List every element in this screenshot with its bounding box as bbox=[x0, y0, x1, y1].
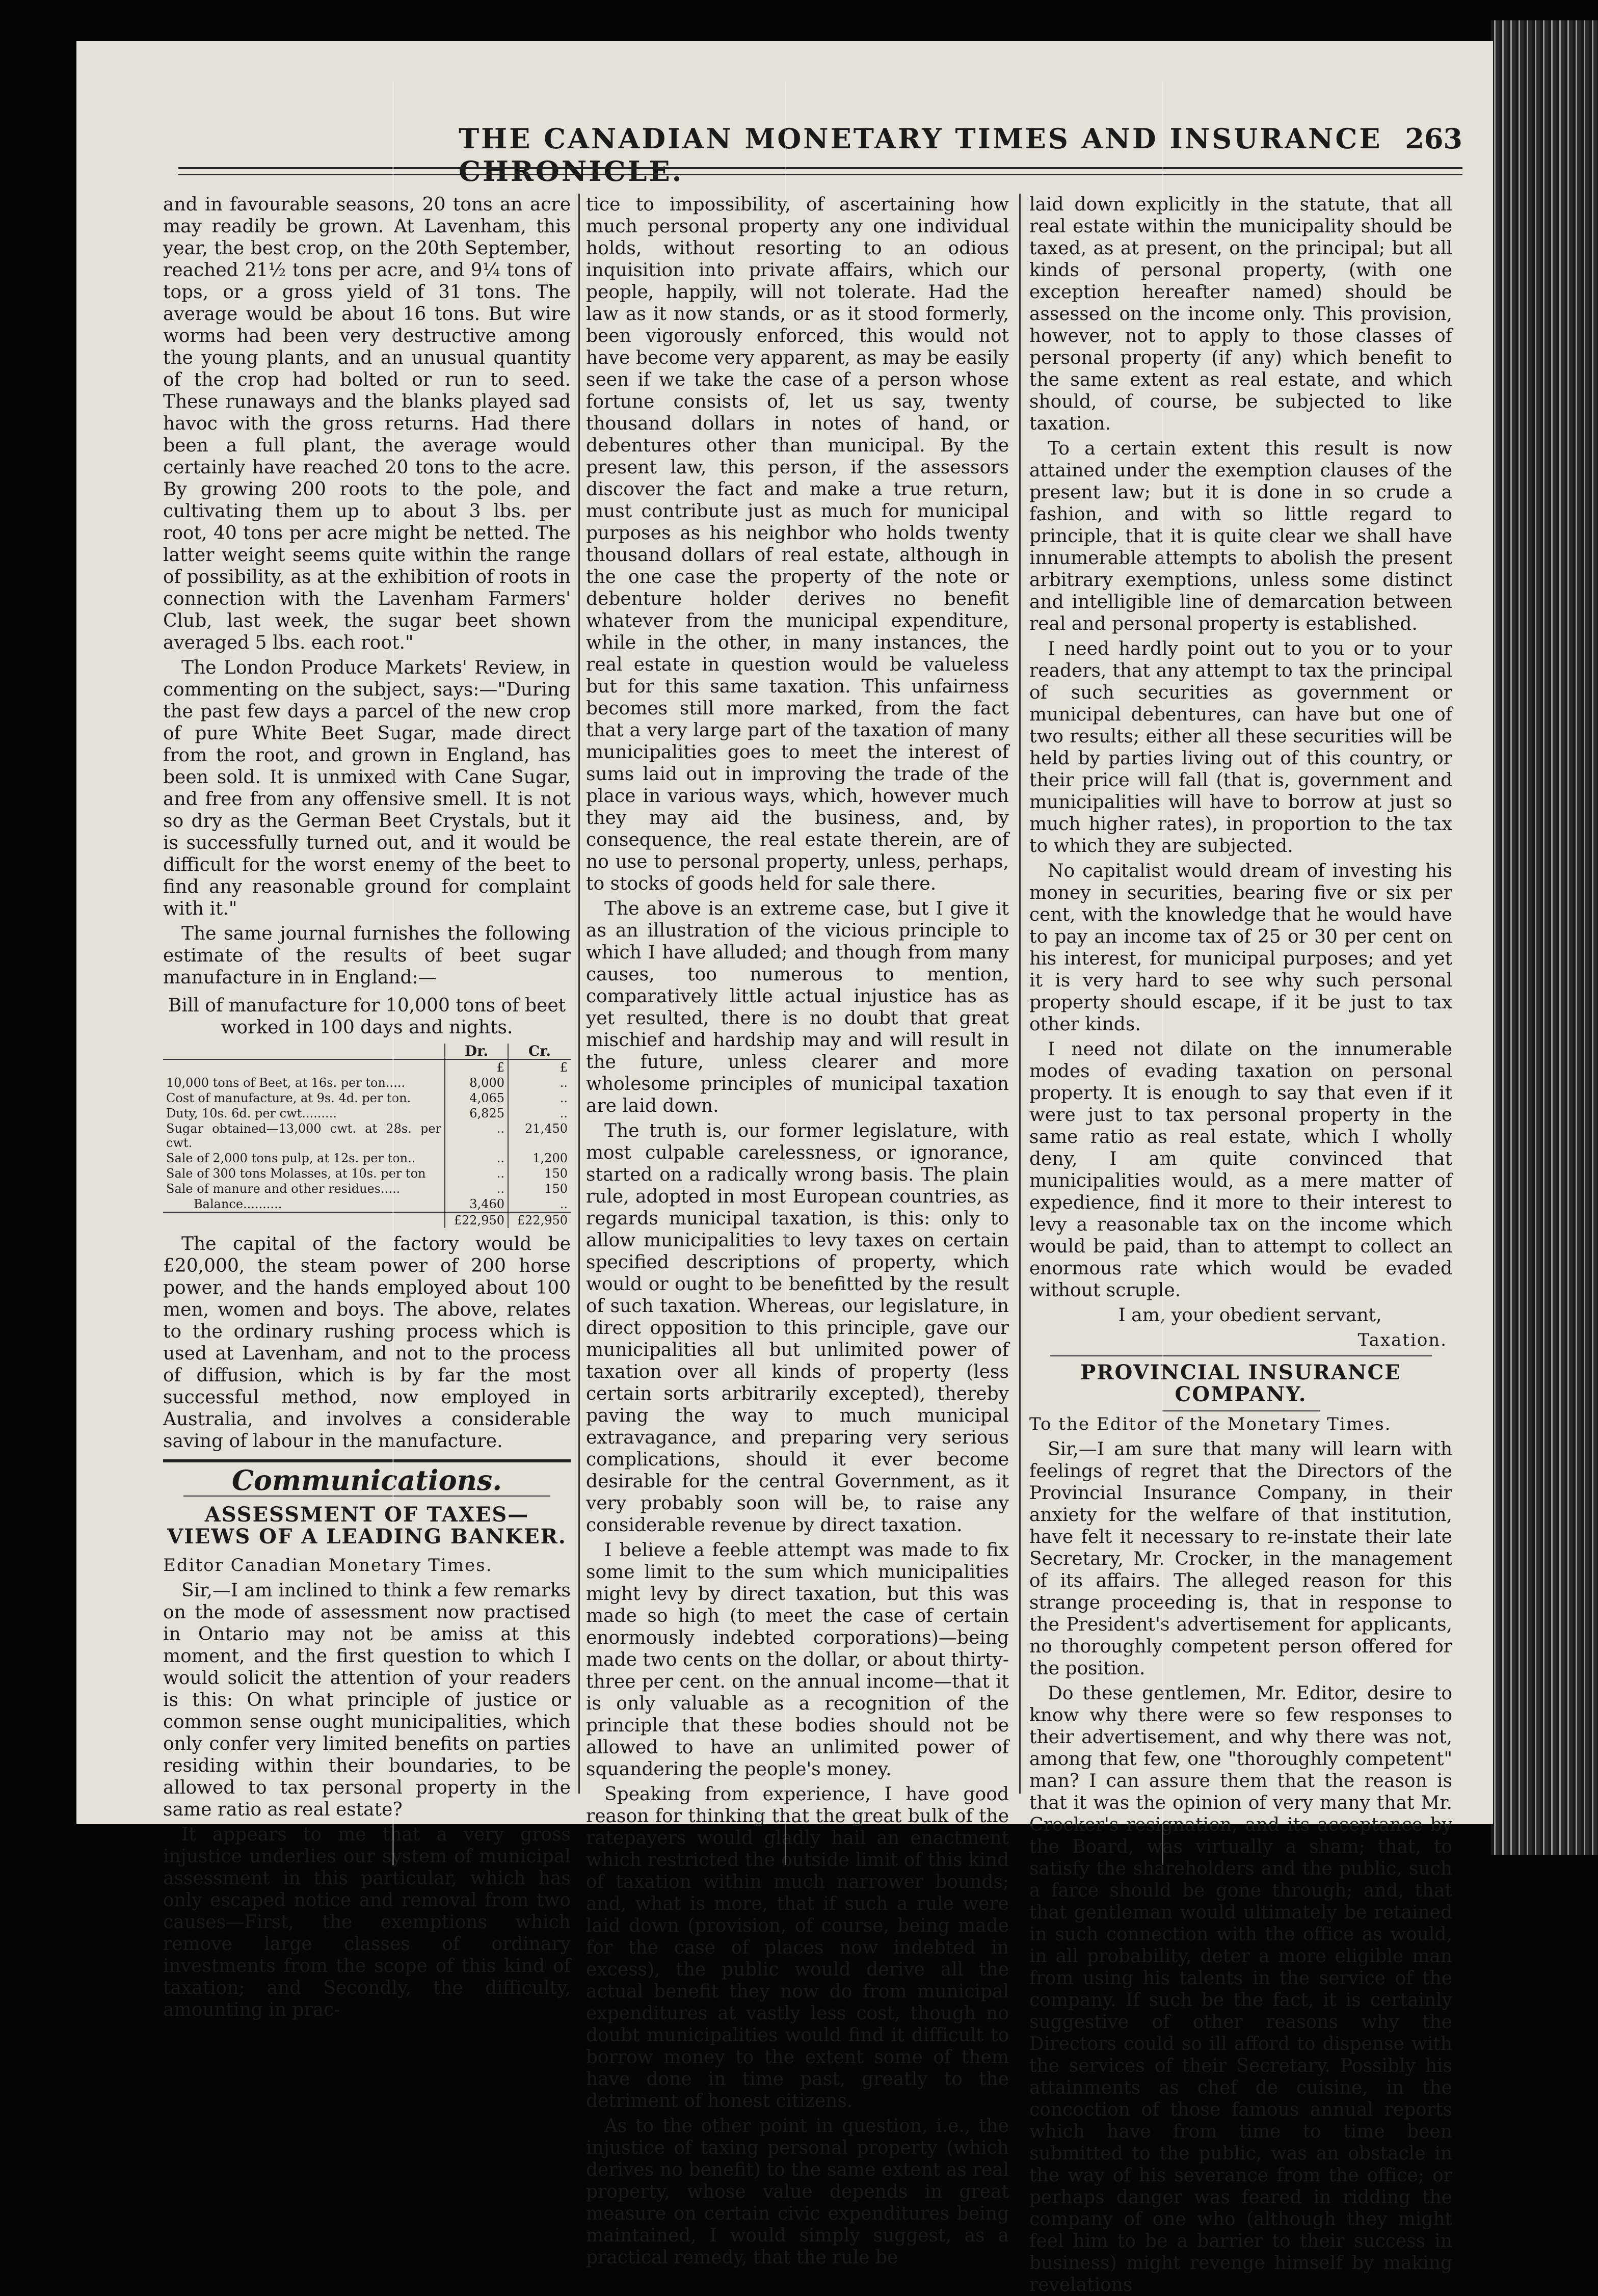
row-cr: .. bbox=[508, 1090, 571, 1106]
beet-paragraph-4: The capital of the factory would be £20,000, the steam power of 200 horse power, and the hands employed about 100 men, women and boys. The above, relates to the ordinary rushing process which is used at Lavenham, and not to the process of diffusion, which is by far the most successful method, now employed in Australia, and involves a considerable saving of labour in the manufacture. bbox=[163, 1234, 571, 1452]
row-label: Cost of manufacture, at 9s. 4d. per ton. bbox=[166, 1091, 411, 1105]
row-cr: 150 bbox=[508, 1166, 571, 1181]
beet-paragraph-2: The London Produce Markets' Review, in commenting on the subject, says:—"During the past few days a parcel of the new crop of pure White Beet Sugar, made direct from the root, and grown in England, has been sold. It is unmixed with Cane Sugar, and free from any offensive smell. It is not so dry as the German Beet Crystals, but it is successfully turned out, and it would be difficult for the worst enemy of the beet to find any reasonable ground for complaint with it." bbox=[163, 657, 571, 919]
header-rule-top bbox=[178, 167, 1462, 169]
section-rule bbox=[163, 1459, 571, 1462]
row-label: Sale of 300 tons Molasses, at 10s. per ton bbox=[166, 1166, 426, 1181]
row-cr: .. bbox=[508, 1106, 571, 1121]
masthead-title: THE CANADIAN MONETARY TIMES AND INSURANCE CHRONICLE. bbox=[459, 122, 1382, 188]
currency-cr: £ bbox=[508, 1059, 571, 1075]
assessment-paragraph-2: It appears to me that a very gross injustice underlies our system of municipal assessment in this particular, which has only escaped notice and removal from two causes—First, the exemptions which remove large classes of ordinary investments from the scope of this kind of taxation; and Secondly, the difficulty, amounting in prac- bbox=[163, 1824, 571, 2020]
table-row bbox=[163, 1090, 571, 1106]
table-row bbox=[163, 1151, 571, 1166]
assessment-paragraph-11: I need hardly point out to you or to your readers, that any attempt to tax the principal of such securities as government or municipal debentures, can have but one of two results; either all these securities will be held by parties living out of this country, or their price will fall (that is, government and municipalities will have to borrow at just so much higher rates), in proportion to the tax to which they are subjected. bbox=[1029, 638, 1452, 857]
table-total-row bbox=[163, 1212, 571, 1228]
scan-streak bbox=[392, 82, 394, 1865]
letter-closing: I am, your obedient servant, bbox=[1118, 1305, 1382, 1326]
assessment-paragraph-8: As to the other point in question, i.e., the injustice of taxing personal property (which derives no benefit) to the same extent as real property, whose value depends in great measure on certain civic expenditures being maintained, I would simply suggest, as a practical remedy, that the rule be bbox=[586, 2116, 1009, 2268]
row-label: Duty, 10s. 6d. per cwt......... bbox=[166, 1106, 337, 1120]
table-row bbox=[163, 1181, 571, 1196]
newspaper-page bbox=[76, 41, 1493, 2295]
row-cr: 150 bbox=[508, 1181, 571, 1196]
book-page-edges bbox=[1491, 20, 1598, 1855]
assessment-paragraph-12: No capitalist would dream of investing his money in securities, bearing five or six per cent, with the knowledge that he would have to pay an income tax of 25 or 30 per cent on his interest, for municipal purposes; and yet it is very hard to see why such personal property should escape, if it be just to tax other kinds. bbox=[1029, 861, 1452, 1035]
table-row bbox=[163, 1166, 571, 1181]
row-dr: .. bbox=[445, 1121, 508, 1151]
insurance-paragraph-2: Do these gentlemen, Mr. Editor, desire to know why there were so few responses to their advertisement, and why there was not, among that few, one "thoroughly competent" man? I can assure them that the reason is that it was the opinion of very many that Mr. Crocker's resignation, and its acceptance by the Board, was virtually a sham; that, to satisfy the shareholders and the public, such a farce should be gone through; and, that that gentleman would ultimately be retained in such connection with the office as would, in all probability, deter a more eligible man from using his talents in the service of the company. If such be the fact, it is certainly suggestive of other reasons why the Directors could so ill afford to dispense with the services of their Secretary. Possibly his attainments as chef de cuisine, in the concoction of those famous annual reports which have from time to time been submitted to the public, was an obstacle in the way of his severance from the office; or perhaps danger was feared in ridding the company of one who (although they might feel him to be a barrier to their success in business) might revenge himself by making revelations bbox=[1029, 1683, 1452, 2295]
column-3 bbox=[1029, 194, 1452, 2295]
beet-paragraph-3: The same journal furnishes the following estimate of the results of beet sugar manufacture in in England:— bbox=[163, 923, 571, 988]
currency-dr: £ bbox=[445, 1059, 508, 1075]
bill-of-manufacture-table bbox=[163, 1044, 571, 1228]
assessment-paragraph-3: tice to impossibility, of ascertaining how much personal property any one individual holds, without resorting to an odious inquisition into private affairs, which our people, happily, will not tolerate. Had the law as it now stands, or as it stood formerly, been vigorously enforced, this would not have become very apparent, as may be easily seen if we take the case of a person whose fortune consists of, let us say, twenty thousand dollars in notes of hand, or debentures other than municipal. By the present law, this person, if the assessors discover the fact and make a true return, must contribute just as much for municipal purposes as his neighbor who holds twenty thousand dollars of real estate, although in the one case the property of the note or debenture holder derives no benefit whatever from the municipal expenditure, while in the other, in many instances, the real estate in question would be valueless but for this same taxation. This unfairness becomes still more marked, from the fact that a very large part of the taxation of many municipalities goes to meet the interest of sums laid out in improving the trade of the place in various ways, which, however much they may aid the business, and, by consequence, the real estate therein, are of no use to personal property, unless, perhaps, to stocks of goods held for sale there. bbox=[586, 194, 1009, 894]
letter-signature: Taxation. bbox=[1357, 1330, 1447, 1350]
page-number: 263 bbox=[1405, 122, 1462, 155]
row-dr: 6,825 bbox=[445, 1106, 508, 1121]
row-dr: .. bbox=[445, 1166, 508, 1181]
dr-column-header: Dr. bbox=[445, 1044, 508, 1059]
cr-column-header: Cr. bbox=[508, 1044, 571, 1059]
row-label: 10,000 tons of Beet, at 16s. per ton..... bbox=[166, 1076, 406, 1090]
header-rule-bottom bbox=[178, 174, 1462, 175]
row-cr: .. bbox=[508, 1196, 571, 1212]
article-title-2: PROVINCIAL INSURANCE COMPANY. bbox=[1080, 1360, 1401, 1406]
table-row bbox=[163, 1106, 571, 1121]
assessment-paragraph-4: The above is an extreme case, but I give it as an illustration of the vicious principle to which I have alluded; and though from many causes, too numerous to mention, comparatively little actual injustice has as yet resulted, there is no doubt that great mischief and hardship may and will result in the future, unless clearer and more wholesome principles of municipal taxation are laid down. bbox=[586, 898, 1009, 1116]
insurance-paragraph-1: Sir,—I am sure that many will learn with feelings of regret that the Directors of the Provincial Insurance Company, in their anxiety for the welfare of that institution, have felt it necessary to re-instate their late Secretary, Mr. Crocker, in the management of its affairs. The alleged reason for this strange proceeding is, that in response to the President's advertisement for applicants, no thoroughly competent person offered for the position. bbox=[1029, 1439, 1452, 1679]
row-label: Sale of manure and other residues..... bbox=[166, 1182, 401, 1196]
total-cr: £22,950 bbox=[508, 1212, 571, 1228]
salutation-to: Editor Canadian Monetary Times. bbox=[163, 1555, 493, 1576]
table-row bbox=[163, 1075, 571, 1090]
column-divider-1 bbox=[578, 194, 580, 1794]
beet-paragraph-1: and in favourable seasons, 20 tons an acre may readily be grown. At Lavenham, this year, the best crop, on the 20th September, reached 21½ tons per acre, and 9¼ tons of tops, or a gross yield of 31 tons. The average would be about 16 tons. But wire worms had been very destructive among the young plants, and an unusual quantity of the crop had bolted or run to seed. These runaways and the blanks played sad havoc with the gross returns. Had there been a full plant, the average would certainly have reached 20 tons to the acre. By growing 200 roots to the pole, and cultivating them up to about 3 lbs. per root, 40 tons per acre might be netted. The latter weight seems quite within the range of possibility, as at the exhibition of roots in connection with the Lavenham Farmers' Club, last week, the sugar beet shown averaged 5 lbs. each root." bbox=[163, 194, 571, 653]
table-header-row bbox=[163, 1044, 571, 1059]
assessment-paragraph-1: Sir,—I am inclined to think a few remarks on the mode of assessment now practised in Ontario may not be amiss at this moment, and the first question to which I would solicit the attention of your readers is this: On what principle of justice or common sense ought municipalities, which only confer very limited benefits on parties residing within their boundaries, to be allowed to tax personal property in the same ratio as real estate? bbox=[163, 1580, 571, 1820]
column-2 bbox=[586, 194, 1009, 2268]
assessment-paragraph-13: I need not dilate on the innumerable modes of evading taxation on personal property. It is enough to say that even if it were just to tax personal property in the same ratio as real estate, which I wholly deny, I am quite convinced that municipalities would, as a mere matter of expedience, find it more to their interest to levy a reasonable tax on the income which would be paid, than to attempt to collect an enormous rate which would be evaded without scruple. bbox=[1029, 1039, 1452, 1301]
section-heading: Communications. bbox=[231, 1464, 502, 1497]
row-dr: 3,460 bbox=[445, 1196, 508, 1212]
page-header bbox=[178, 117, 1462, 188]
row-cr: 21,450 bbox=[508, 1121, 571, 1151]
row-dr: .. bbox=[445, 1151, 508, 1166]
table-row bbox=[163, 1196, 571, 1212]
table-row bbox=[163, 1121, 571, 1151]
row-dr: 4,065 bbox=[445, 1090, 508, 1106]
assessment-paragraph-5: The truth is, our former legislature, with most culpable carelessness, or ignorance, started on a radically wrong basis. The plain rule, adopted in most European countries, as regards municipal taxation, is this: only to allow municipalities to levy taxes on certain specified descriptions of property, which would or ought to be benefitted by the result of such taxation. Whereas, our legislature, in direct opposition to this principle, gave our municipalities all but unlimited power of taxation over all kinds of property (less certain sorts arbitrarily excepted), thereby paving the way to much municipal extravagance, and preparing very serious complications, should it ever become desirable for the central Government, as it very probably soon will be, to raise any considerable revenue by direct taxation. bbox=[586, 1120, 1009, 1536]
title-rule bbox=[1162, 1410, 1320, 1411]
row-label: Sugar obtained—13,000 cwt. at 28s. per cwt. bbox=[166, 1122, 441, 1150]
row-dr: .. bbox=[445, 1181, 508, 1196]
row-label: Sale of 2,000 tons pulp, at 12s. per ton.. bbox=[166, 1151, 416, 1165]
row-cr: .. bbox=[508, 1075, 571, 1090]
table-row bbox=[163, 1059, 571, 1075]
scan-streak bbox=[785, 82, 786, 1865]
article-title: ASSESSMENT OF TAXES—VIEWS OF A LEADING BANKER. bbox=[167, 1503, 567, 1549]
row-dr: 8,000 bbox=[445, 1075, 508, 1090]
row-cr: 1,200 bbox=[508, 1151, 571, 1166]
bill-title: Bill of manufacture for 10,000 tons of beet worked in 100 days and nights. bbox=[168, 995, 566, 1038]
scan-streak bbox=[1162, 82, 1163, 1865]
assessment-paragraph-9: laid down explicitly in the statute, that all real estate within the municipality should be taxed, as at present, on the principal; but all kinds of personal property, (with one exception hereafter named) should be assessed on the income only. This provision, however, not to apply to those classes of personal property (if any) which benefit to the same extent as real estate, and which should, of course, be subjected to like taxation. bbox=[1029, 194, 1452, 434]
article-separator bbox=[1050, 1355, 1432, 1356]
column-1 bbox=[163, 194, 571, 2020]
assessment-paragraph-7: Speaking from experience, I have good reason for thinking that the great bulk of the ratepayers would gladly hail an enactment which restricted the outside limit of this kind of taxation within much narrower bounds; and, what is more, that if such a rule were laid down (provision, of course, being made for the case of places now indebted in excess), the public would derive all the actual benefit they now do from municipal expenditures at vastly less cost, though no doubt municipalities would find it difficult to borrow money to the extent some of them have done in time past, greatly to the detriment of honest citizens. bbox=[586, 1784, 1009, 2112]
salutation-to-2: To the Editor of the Monetary Times. bbox=[1029, 1414, 1392, 1434]
assessment-paragraph-6: I believe a feeble attempt was made to fix some limit to the sum which municipalities might levy by direct taxation, but this was made so high (to meet the case of certain enormously indebted corporations)—being made two cents on the dollar, or about thirty-three per cent. on the annual income—that it is only valuable as a recognition of the principle that these bodies should not be allowed to have an unlimited power of squandering the people's money. bbox=[586, 1540, 1009, 1780]
total-dr: £22,950 bbox=[445, 1212, 508, 1228]
row-label: Balance.......... bbox=[194, 1197, 282, 1211]
assessment-paragraph-10: To a certain extent this result is now attained under the exemption clauses of the present law; but it is done in so crude a fashion, and with so little regard to principle, that it is quite clear we shall have innumerable attempts to abolish the present arbitrary exemptions, unless some distinct and intelligible line of demarcation between real and personal property is established. bbox=[1029, 438, 1452, 634]
column-divider-2 bbox=[1019, 194, 1021, 1794]
